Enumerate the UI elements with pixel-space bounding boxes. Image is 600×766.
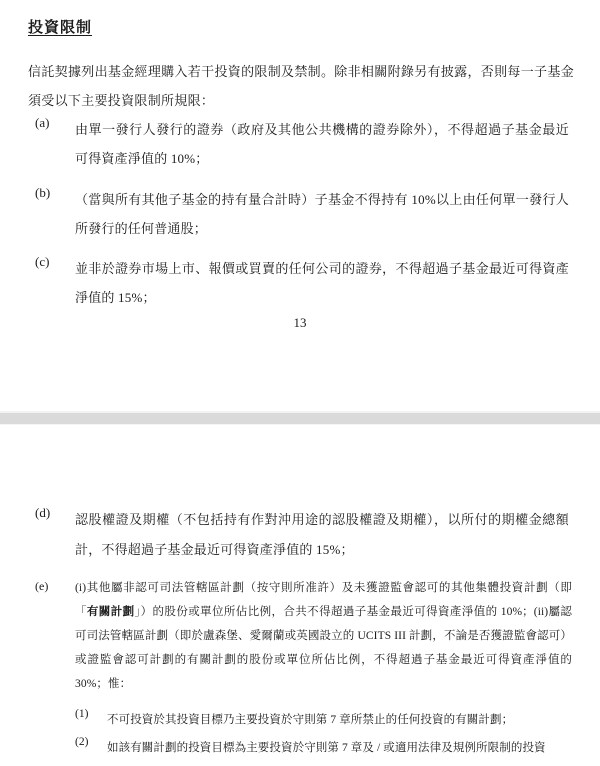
item-label: (e)	[35, 579, 49, 593]
list-item-c	[35, 254, 569, 312]
item-text: 由單一發行人發行的證券（政府及其他公共機構的證券除外），不得超過子基金最近可得資產淨值的 10%；	[75, 122, 569, 166]
item-label: (d)	[35, 505, 51, 520]
item-text: （當與所有其他子基金的持有量合計時）子基金不得持有 10%以上由任何單一發行人所發行的任何普通股；	[75, 192, 569, 236]
subitem-text: 不可投資於其投資目標乃主要投資於守則第 7 章所禁止的任何投資的有關計劃；	[107, 714, 514, 726]
item-text: 並非於證券市場上市、報價或買賣的任何公司的證券，不得超過子基金最近可得資產淨值的 15%；	[75, 261, 569, 305]
page-number: 13	[293, 315, 307, 330]
sub-list-item-1	[75, 708, 572, 732]
list-item-d	[35, 505, 569, 565]
list-item-b	[35, 185, 569, 243]
page-separator-band	[0, 411, 600, 425]
intro-paragraph: 信託契據列出基金經理購入若干投資的限制及禁制。除非相關附錄另有披露，否則每一子基金須受以下主要投資限制所規限：	[28, 64, 574, 108]
item-label: (a)	[35, 115, 50, 130]
sub-list-item-2	[75, 736, 572, 760]
subitem-label: (1)	[75, 708, 89, 720]
item-text: 認股權證及期權（不包括持有作對沖用途的認股權證及期權），以所付的期權金總額計，不得超過子基金最近可得資產淨值的 15%；	[75, 512, 569, 557]
list-item-a	[35, 115, 569, 173]
section-title: 投資限制	[28, 20, 93, 37]
defined-term: 有關計劃	[86, 606, 135, 618]
subitem-text: 如該有關計劃的投資目標為主要投資於守則第 7 章及 / 或適用法律及規例所限制的投資	[107, 742, 546, 754]
item-label: (c)	[35, 254, 50, 269]
item-label: (b)	[35, 185, 51, 200]
subitem-label: (2)	[75, 736, 89, 748]
list-item-e	[35, 576, 573, 696]
item-text	[75, 576, 572, 696]
item-text-segment: 」）的股份或單位所佔比例，合共不得超過子基金最近可得資產淨值的 10%；(ii)屬認可司法管轄區計劃（即於盧森堡、愛爾蘭或英國設立的 UCITS III 計劃，不論是否獲證監會認可）或證監會認可計劃的有關計劃的股份或單位所佔比例，不得超過子基金最近可得資產淨值的 30%；惟：	[75, 606, 573, 690]
item-text-segment: (i)其他屬非認可司法管轄區計劃（按守則所准許）及未獲證監會認可的其他集體投資計劃（即「	[75, 582, 572, 618]
